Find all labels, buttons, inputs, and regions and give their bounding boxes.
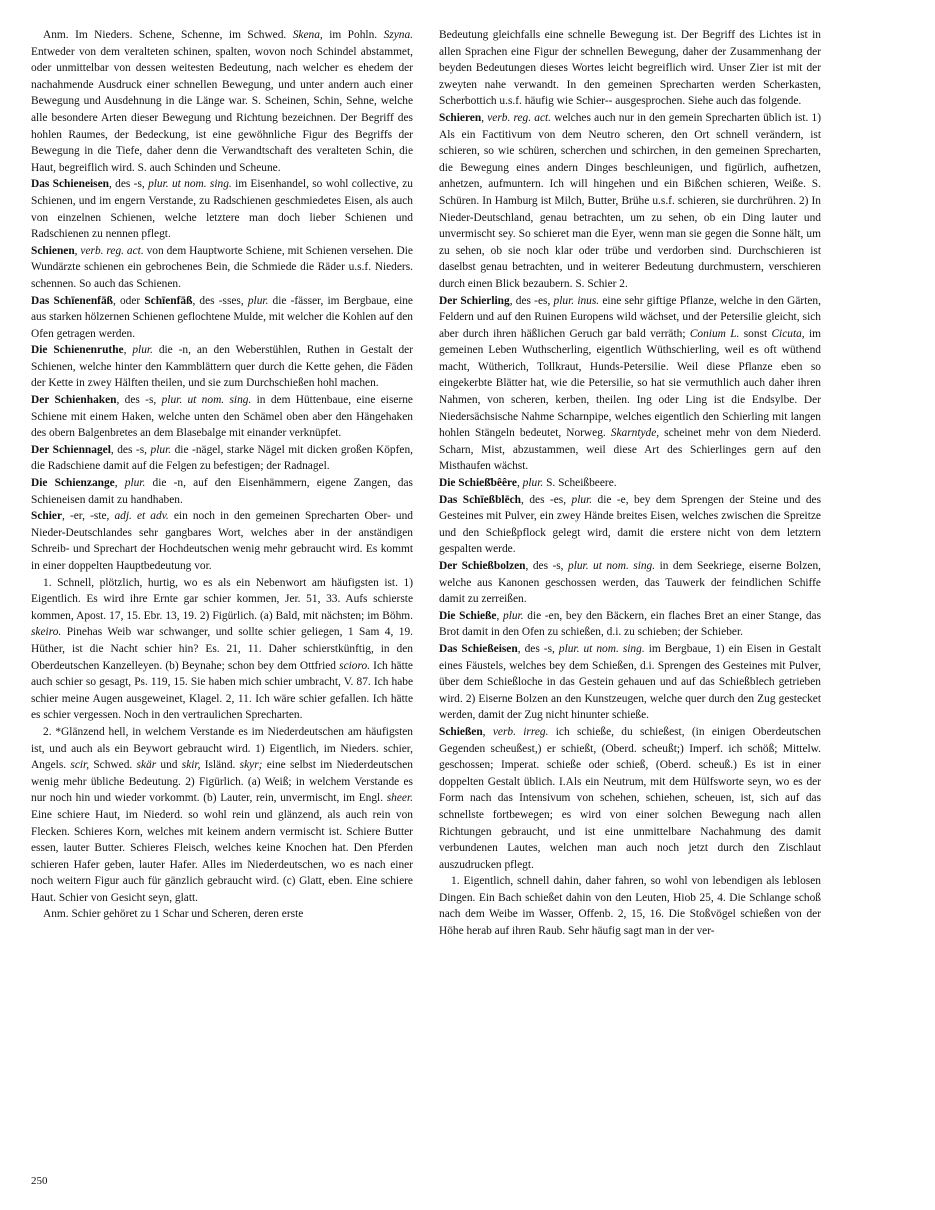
dictionary-entry bbox=[31, 442, 413, 475]
headword: Das Schieneisen bbox=[31, 178, 109, 191]
entry-text: im Bergbaue, 1) ein Eisen in Gestalt eines Fäustels, welches bey dem Schießen, d.i. Sprengen des Gesteines mit Pulver, über dem Schießloche in das Gestein gehauen und auf das Schießblech getrieben wird. 2) Eiserne Bolzen an den Kunstzeugen, welche quer durch den Zug gestecket werden, damit der Zug nicht hinunter schieße. bbox=[439, 642, 821, 722]
dictionary-entry bbox=[31, 176, 413, 242]
headword: Das Schießeisen bbox=[439, 642, 518, 655]
italic-term: plur. bbox=[522, 477, 544, 490]
entry-text: Bedeutung gleichfalls eine schnelle Bewegung ist. Der Begriff des Lichtes ist in allen Sprachen eine Figur der schnellen Bewegung, daher der Zusammenhang der beyden Bedeutungen dieses Wortes leicht begreiflich wird. Unser Zier ist mit der zweyten nahe verwandt. In den gemeinen Sprecharten werden Scherkasten, Scherbottich u.s.f. häufig wie Schier-- ausgesprochen. Siehe auch das folgende. bbox=[439, 29, 821, 108]
entry-text: eine selbst im Niederdeutschen wenig mehr übliche Bedeutung. 2) Figürlich. (a) Weiß; in welchem Verstande es nur noch hin und wieder vorkommt. (b) Lauter, rein, unvermischt, im Engl. bbox=[31, 759, 414, 805]
italic-term: verb. reg. act. bbox=[80, 244, 144, 257]
entry-text: von dem Hauptworte Schiene, mit Schienen versehen. Die Wundärzte schienen ein gebrochenes Bein, die Schmiede die Räder u.s.f. Nieders. schennen. So auch das Schienen. bbox=[31, 244, 413, 290]
entry-text: , -er, -ste, bbox=[62, 510, 115, 523]
headword: Schienen bbox=[31, 244, 75, 257]
headword: Schīenfāß bbox=[144, 294, 193, 307]
headword: Der Schießbolzen bbox=[439, 560, 526, 572]
entry-text: , des -s, bbox=[116, 394, 162, 407]
entry-text: Anm. Im Nieders. Schene, Schenne, im Schwed. bbox=[43, 29, 293, 41]
entry-text: die -n, an den Weberstühlen, Ruthen in Gestalt der Schienen, welche hinter den Kammblättern quer durch die Kette gehen, die Fäden der Kette in zwey Hälften theilen, und sie zum Durchschießen hohl machen. bbox=[31, 344, 413, 390]
italic-term: plur. ut nom. sing. bbox=[161, 394, 252, 407]
entry-text: 1. Schnell, plötzlich, hurtig, wo es als ein Nebenwort am häufigsten ist. 1) Eigentlich. Es wird ihre Ernte gar schier kommen, Jer. 51, 33. Aufs schierste kommen, Apost. 17, 15. Ebr. 13, 19. 2) Figürlich. (a) Bald, mit nächsten; im Böhm. bbox=[31, 576, 413, 622]
dictionary-entry bbox=[439, 724, 821, 873]
entry-text: , bbox=[496, 609, 503, 622]
italic-term: skir, bbox=[181, 759, 201, 772]
italic-term: sheer. bbox=[386, 792, 413, 805]
entry-text: , bbox=[481, 111, 488, 124]
entry-text: ein noch in den gemeinen Sprecharten Ober- und Nieder-Deutschlandes sehr gangbares Wort, welches aber in der anständigen Schreib- und Sprechart der Hochdeutschen wenig mehr gebraucht wird. Es kommt in einer doppelten Hauptbedeutung vor. bbox=[31, 510, 413, 572]
headword: Die Schienzange bbox=[31, 477, 115, 490]
italic-term: plur. ut nom. sing. bbox=[148, 178, 232, 191]
entry-text: die -e, bey dem Sprengen der Steine und des Gesteines mit Pulver, ein zwey Hände breites Eisen, welches zwischen die Spreitze und den Schießpflock gelegt wird, damit die erstere nicht von dem letztern gespalten werde. bbox=[439, 493, 821, 556]
dictionary-entry bbox=[31, 342, 413, 392]
paragraph bbox=[31, 724, 413, 907]
entry-text: Eine schiere Haut, im Niederd. so wohl rein und glänzend, als auch rein von Flecken. Schieres Korn, welches mit keinem andern vermischt ist. Schiere Butter essen, lauter Butter. Schieres Fleisch, welches keine Knochen hat. Den Pferden schieren Hafer geben, lauter Hafer. Alles im Niederdeutschen, wo es nach einer noch weitern Figur auch für gänzlich gebraucht wird. (c) Glatt, eben. Eine schiere Haut. Schier von Gesicht seyn, glatt. bbox=[31, 808, 413, 904]
entry-text: die -n, auf den Eisenhämmern, eigene Zangen, das Schieneisen damit zu handhaben. bbox=[31, 477, 413, 506]
entry-text: 1. Eigentlich, schnell dahin, daher fahren, so wohl von lebendigen als leblosen Dingen. Ein Bach schießet dahin von den Leuten, Hiob 25, 4. Die Schlange schoß nach dem Weibe im Wasser, Offenb. 2, 15, 16. Die Stoßvögel schießen von der Höhe herab auf ihren Raub. Sehr häufig sagt man in der ver- bbox=[439, 875, 821, 938]
dictionary-entry bbox=[31, 293, 413, 343]
dictionary-entry bbox=[439, 608, 821, 641]
paragraph bbox=[439, 873, 821, 939]
right-column bbox=[439, 27, 821, 940]
entry-text: Pinehas Weib war schwanger, und sollte schier geliegen, 1 Sam 4, 19. Hüther, ist die Nacht schier hin? Es. 21, 11. Daher schierstkünftig, in den Oberdeutschen Kanzelleyen. (b) Beynahe; schon bey dem Ottfried bbox=[31, 626, 413, 672]
headword: Das Schīenenfāß bbox=[31, 294, 113, 307]
headword: Der Schiennagel bbox=[31, 443, 111, 456]
headword: Schießen bbox=[439, 725, 483, 738]
headword: Die Schieß̄bêêre bbox=[439, 477, 517, 490]
italic-term: plur. bbox=[571, 493, 593, 506]
entry-text: Isländ. bbox=[200, 759, 240, 772]
italic-term: scir, bbox=[70, 759, 90, 772]
italic-term: plur. bbox=[132, 344, 153, 357]
italic-term: scioro. bbox=[339, 659, 371, 672]
dictionary-entry bbox=[439, 558, 821, 608]
entry-text: , bbox=[114, 477, 125, 490]
italic-term: Cicuta, bbox=[771, 327, 805, 340]
entry-text: die -fässer, im Bergbaue, eine aus starken hölzernen Schienen geflochtene Mulde, mit welcher die Kohlen auf den Ofen getragen werden. bbox=[31, 294, 413, 340]
entry-text: , bbox=[482, 725, 493, 738]
entry-text: sonst bbox=[739, 327, 772, 340]
dictionary-entry bbox=[439, 27, 821, 110]
italic-term: plur. bbox=[247, 294, 269, 307]
dictionary-entry bbox=[439, 293, 821, 476]
headword: Die Schieße bbox=[439, 609, 497, 622]
entry-text: die -en, bey den Bäckern, ein flaches Bret an einer Stange, das Brot damit in den Ofen zu schießen, d.i. zu schieben; der Schieber. bbox=[439, 609, 821, 639]
entry-text: S. Scheißbeere. bbox=[543, 477, 617, 490]
italic-term: verb. irreg. bbox=[492, 725, 549, 738]
italic-term: plur. inus. bbox=[553, 294, 600, 307]
italic-term: skär bbox=[136, 759, 157, 772]
headword: Die Schienenruthe bbox=[31, 344, 124, 357]
entry-text: , des -s, bbox=[517, 642, 559, 655]
entry-text: welches auch nur in den gemein Sprecharten üblich ist. 1) Als ein Factitivum von dem Neutro scheren, den Ort schnell verändern, ist schieren, so wie schüren, scherchen und schirchen, in den gemeinen Sprecharten, die Bewegung eines andern Dinges beschleunigen, und figürlich, aufhetzen, anhetzen, aufmuntern. Ich will hingehen und ein Bißchen schieren, Weiße. S. Schüren. In Hamburg ist Milch, Butter, Brühe u.s.f. schieren, sie durchrühren. 2) In Nieder-Deutschland, genau betrachten, um zu sehen, ob ein Ding lauter und unvermischt sey. So schieret man die Eyer, wenn man sie gegen die Sonne hält, um zu sehen, ob sie noch klar oder trübe und verdorben sind. Durchschieren ist daselbst genau betrachten, und in weiterer Bedeutung durchmustern, verschieren durch einen Blick bezaubern. S. Schier 2. bbox=[439, 111, 821, 290]
dictionary-entry bbox=[31, 475, 413, 508]
italic-term: Conium L. bbox=[689, 327, 740, 340]
dictionary-entry bbox=[31, 243, 413, 293]
entry-text: , bbox=[123, 344, 133, 357]
dictionary-entry bbox=[31, 392, 413, 442]
italic-term: Skena, bbox=[292, 29, 323, 41]
entry-text: in dem Hüttenbaue, eine eiserne Schiene mit einem Haken, welche unten den Schämel oben aber den Hängehaken des obern Balgenbretes an dem Blasebalge mit einander verknüpfet. bbox=[31, 394, 413, 440]
italic-term: skeiro. bbox=[31, 626, 62, 639]
entry-text: Entweder von dem veralteten schinen, spalten, wovon noch Schindel abstammet, oder unmittelbar von dessen weitesten Bedeutung, nach welcher es ehedem der nachahmende Ausdruck einer schnellen Bewegung, und unter andern auch einer Bewegung und Ausdehnung in die Länge war. S. Scheinen, Schin, Sehne, welche alle besondere Arten dieser Bewegung und Richtung bezeichnen. Der Begriff des hohlen Raumes, der Bedeckung, ist eine gewöhnliche Figur des Begriffs der Bewegung in die Tiefe, daher denn die Verwandtschaft des veralteten Schin, die Haut, begreiflich wird. S. auch Schinden und Scheune. bbox=[31, 45, 413, 174]
entry-text: ich schieße, du schießest, (in einigen Oberdeutschen Gegenden scheußest,) er schießt, (Oberd. scheußt;) Imperf. ich schöß; Mittelw. geschossen; Imperat. schieße oder schieß, (Oberd. scheuß.) Es ist in einer doppelten Gestalt üblich. I.Als ein Neutrum, mit dem Hülfsworte seyn, wo es der Form nach das Intensivum von schehen, schiehen, scheuen, ist, sich auf das schnellste fortbewegen; es wird von einer solchen Bewegung nach allen Richtungen gebraucht, und ist eine unmittelbare Nachahmung des damit verbundenen Lautes, welchen man auch noch jetzt durch den Zischlaut auszudrucken pflegt. bbox=[439, 725, 821, 871]
entry-text: die -nägel, starke Nägel mit dicken großen Köpfen, die Radschiene damit auf die Felgen zu befestigen; der Radnagel. bbox=[31, 443, 413, 473]
entry-text: , des -s, bbox=[110, 443, 151, 456]
dictionary-entry bbox=[439, 641, 821, 724]
headword: Das Schīeßblēch bbox=[439, 493, 522, 506]
entry-text: und bbox=[156, 759, 182, 772]
entry-text: , oder bbox=[112, 294, 145, 307]
italic-term: plur. ut nom. sing. bbox=[558, 642, 645, 655]
page-number: 250 bbox=[31, 1175, 48, 1187]
entry-text: , des -sses, bbox=[192, 294, 248, 307]
italic-term: skyr; bbox=[239, 759, 263, 772]
italic-term: plur. bbox=[150, 443, 172, 456]
headword: Schier bbox=[31, 510, 63, 523]
entry-text: in dem Seekriege, eiserne Bolzen, welche aus Kanonen geschossen werden, das Tauwerk der feindlichen Schiffe damit zu zerreißen. bbox=[439, 560, 821, 606]
italic-term: Szyna. bbox=[383, 29, 413, 41]
entry-text: im Pohln. bbox=[322, 29, 384, 41]
paragraph bbox=[31, 906, 413, 923]
italic-term: adj. et adv. bbox=[114, 510, 169, 523]
entry-text: im Eisenhandel, so wohl collective, zu Schienen, und im engern Verstande, zu Radschienen geschmiedetes Eisen, als auch von einzelnen Schienen, welche letztere man doch lieber Schienen und Radschienen zu nennen pflegt. bbox=[31, 178, 413, 241]
paragraph bbox=[31, 27, 413, 176]
entry-text: scheinet mehr von dem Niederd. Scharn, Mist, abzustammen, weil diese Art des Schierlinges gern auf den Misthaufen wächst. bbox=[439, 427, 821, 473]
entry-text: , des -es, bbox=[521, 493, 572, 506]
dictionary-entry bbox=[31, 508, 413, 574]
dictionary-entry bbox=[439, 475, 821, 492]
headword: Schieren bbox=[439, 111, 482, 124]
paragraph bbox=[31, 575, 413, 724]
entry-text: Schwed. bbox=[89, 759, 137, 772]
italic-term: plur. ut nom. sing. bbox=[568, 560, 656, 572]
entry-text: , des -s, bbox=[109, 178, 149, 191]
entry-text: eine sehr giftige Pflanze, welche in den Gärten, Feldern und auf den Ruinen Europens wild wächset, und der Petersilie gleicht, sich aber durch ihren häßlichen Geruch gar bald verräth; bbox=[439, 294, 821, 340]
entry-text: 2. *Glänzend hell, in welchem Verstande es im Niederdeutschen am häufigsten ist, und auch als ein Beywort gebraucht wird. 1) Eigentlich, im Nieders. schier, Angels. bbox=[31, 725, 413, 772]
entry-text: Ich hätte auch schier so gesagt, Ps. 119, 15. Sie haben mich schier umbracht, V. 87. Ich habe schier meine Augen ausgeweinet, Klagel. 2, 11. Ich wäre schier gefallen. Ich hätte es schier vergessen. Noch in den vertraulichen Sprecharten. bbox=[31, 659, 413, 722]
entry-text: im gemeinen Leben Wuthscherling, eigentlich Wüthschierling, weil es oft wüthend macht, Wütherich, Tollkraut, Hunds-Petersilie. Weil diese Pflanze eben so eingekerbte Blätter hat, wie die Petersilie, so hat sie vermuthlich auch daher ihren Nahmen, von scheren, kerben, theilen. Ing oder Ling ist die Endsylbe. Der Niedersächsische Nahme Scharnpipe, welches eigentlich den Schierling mit langen hohlen Stängeln bedeutet, Norweg. bbox=[439, 327, 822, 440]
italic-term: Skarntyde, bbox=[610, 427, 660, 440]
dictionary-entry bbox=[439, 492, 821, 558]
entry-text: Anm. Schier gehöret zu 1 Schar und Scheren, deren erste bbox=[43, 908, 304, 921]
italic-term: plur. bbox=[124, 477, 146, 490]
entry-text: , bbox=[516, 477, 523, 490]
headword: Der Schienhaken bbox=[31, 394, 117, 407]
left-column bbox=[31, 27, 413, 923]
headword: Der Schierling bbox=[439, 294, 510, 307]
entry-text: , des -es, bbox=[509, 294, 554, 307]
entry-text: , bbox=[74, 244, 81, 257]
italic-term: verb. reg. act. bbox=[487, 111, 552, 124]
italic-term: plur. bbox=[503, 609, 524, 622]
dictionary-entry bbox=[439, 110, 821, 293]
entry-text: , des -s, bbox=[525, 560, 568, 572]
